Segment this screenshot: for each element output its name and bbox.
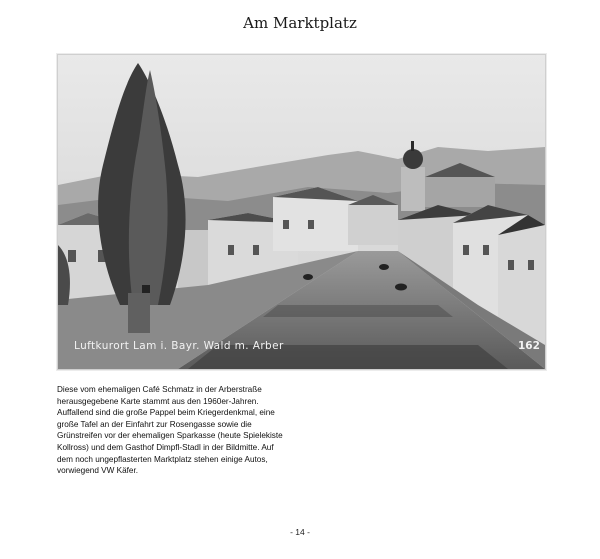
road-shadow-far (263, 305, 453, 317)
page-title: Am Marktplatz (243, 14, 357, 32)
caption-text: Diese vom ehemaligen Café Schmatz in der Arberstraße herausgegebene Karte stammt aus den 1960er-Jahren. Auffallend sind die große Pappel beim Kriegerdenkmal, eine große Tafel an der Einfahrt zur Rosengasse sowie die Grünstreifen vor der ehemaligen Sparkasse (heute Spielekiste Kollross) und dem Gasthof Dimpfl-Stadl in der Bildmitte. Auf dem noch ungepflasterten Marktplatz stehen einige Autos, vorwiegend VW Käfer. (57, 385, 283, 476)
postcard-image (58, 55, 545, 369)
photo-caption (57, 384, 287, 477)
page-number: - 14 - (290, 527, 310, 537)
historic-postcard-photo (57, 54, 546, 370)
postcard-overlay-caption: Luftkurort Lam i. Bayr. Wald m. Arber (74, 340, 284, 352)
war-memorial (128, 293, 150, 333)
car (379, 264, 389, 270)
postcard-card-number: 162 (518, 340, 540, 352)
car (303, 274, 313, 280)
car (395, 284, 407, 291)
